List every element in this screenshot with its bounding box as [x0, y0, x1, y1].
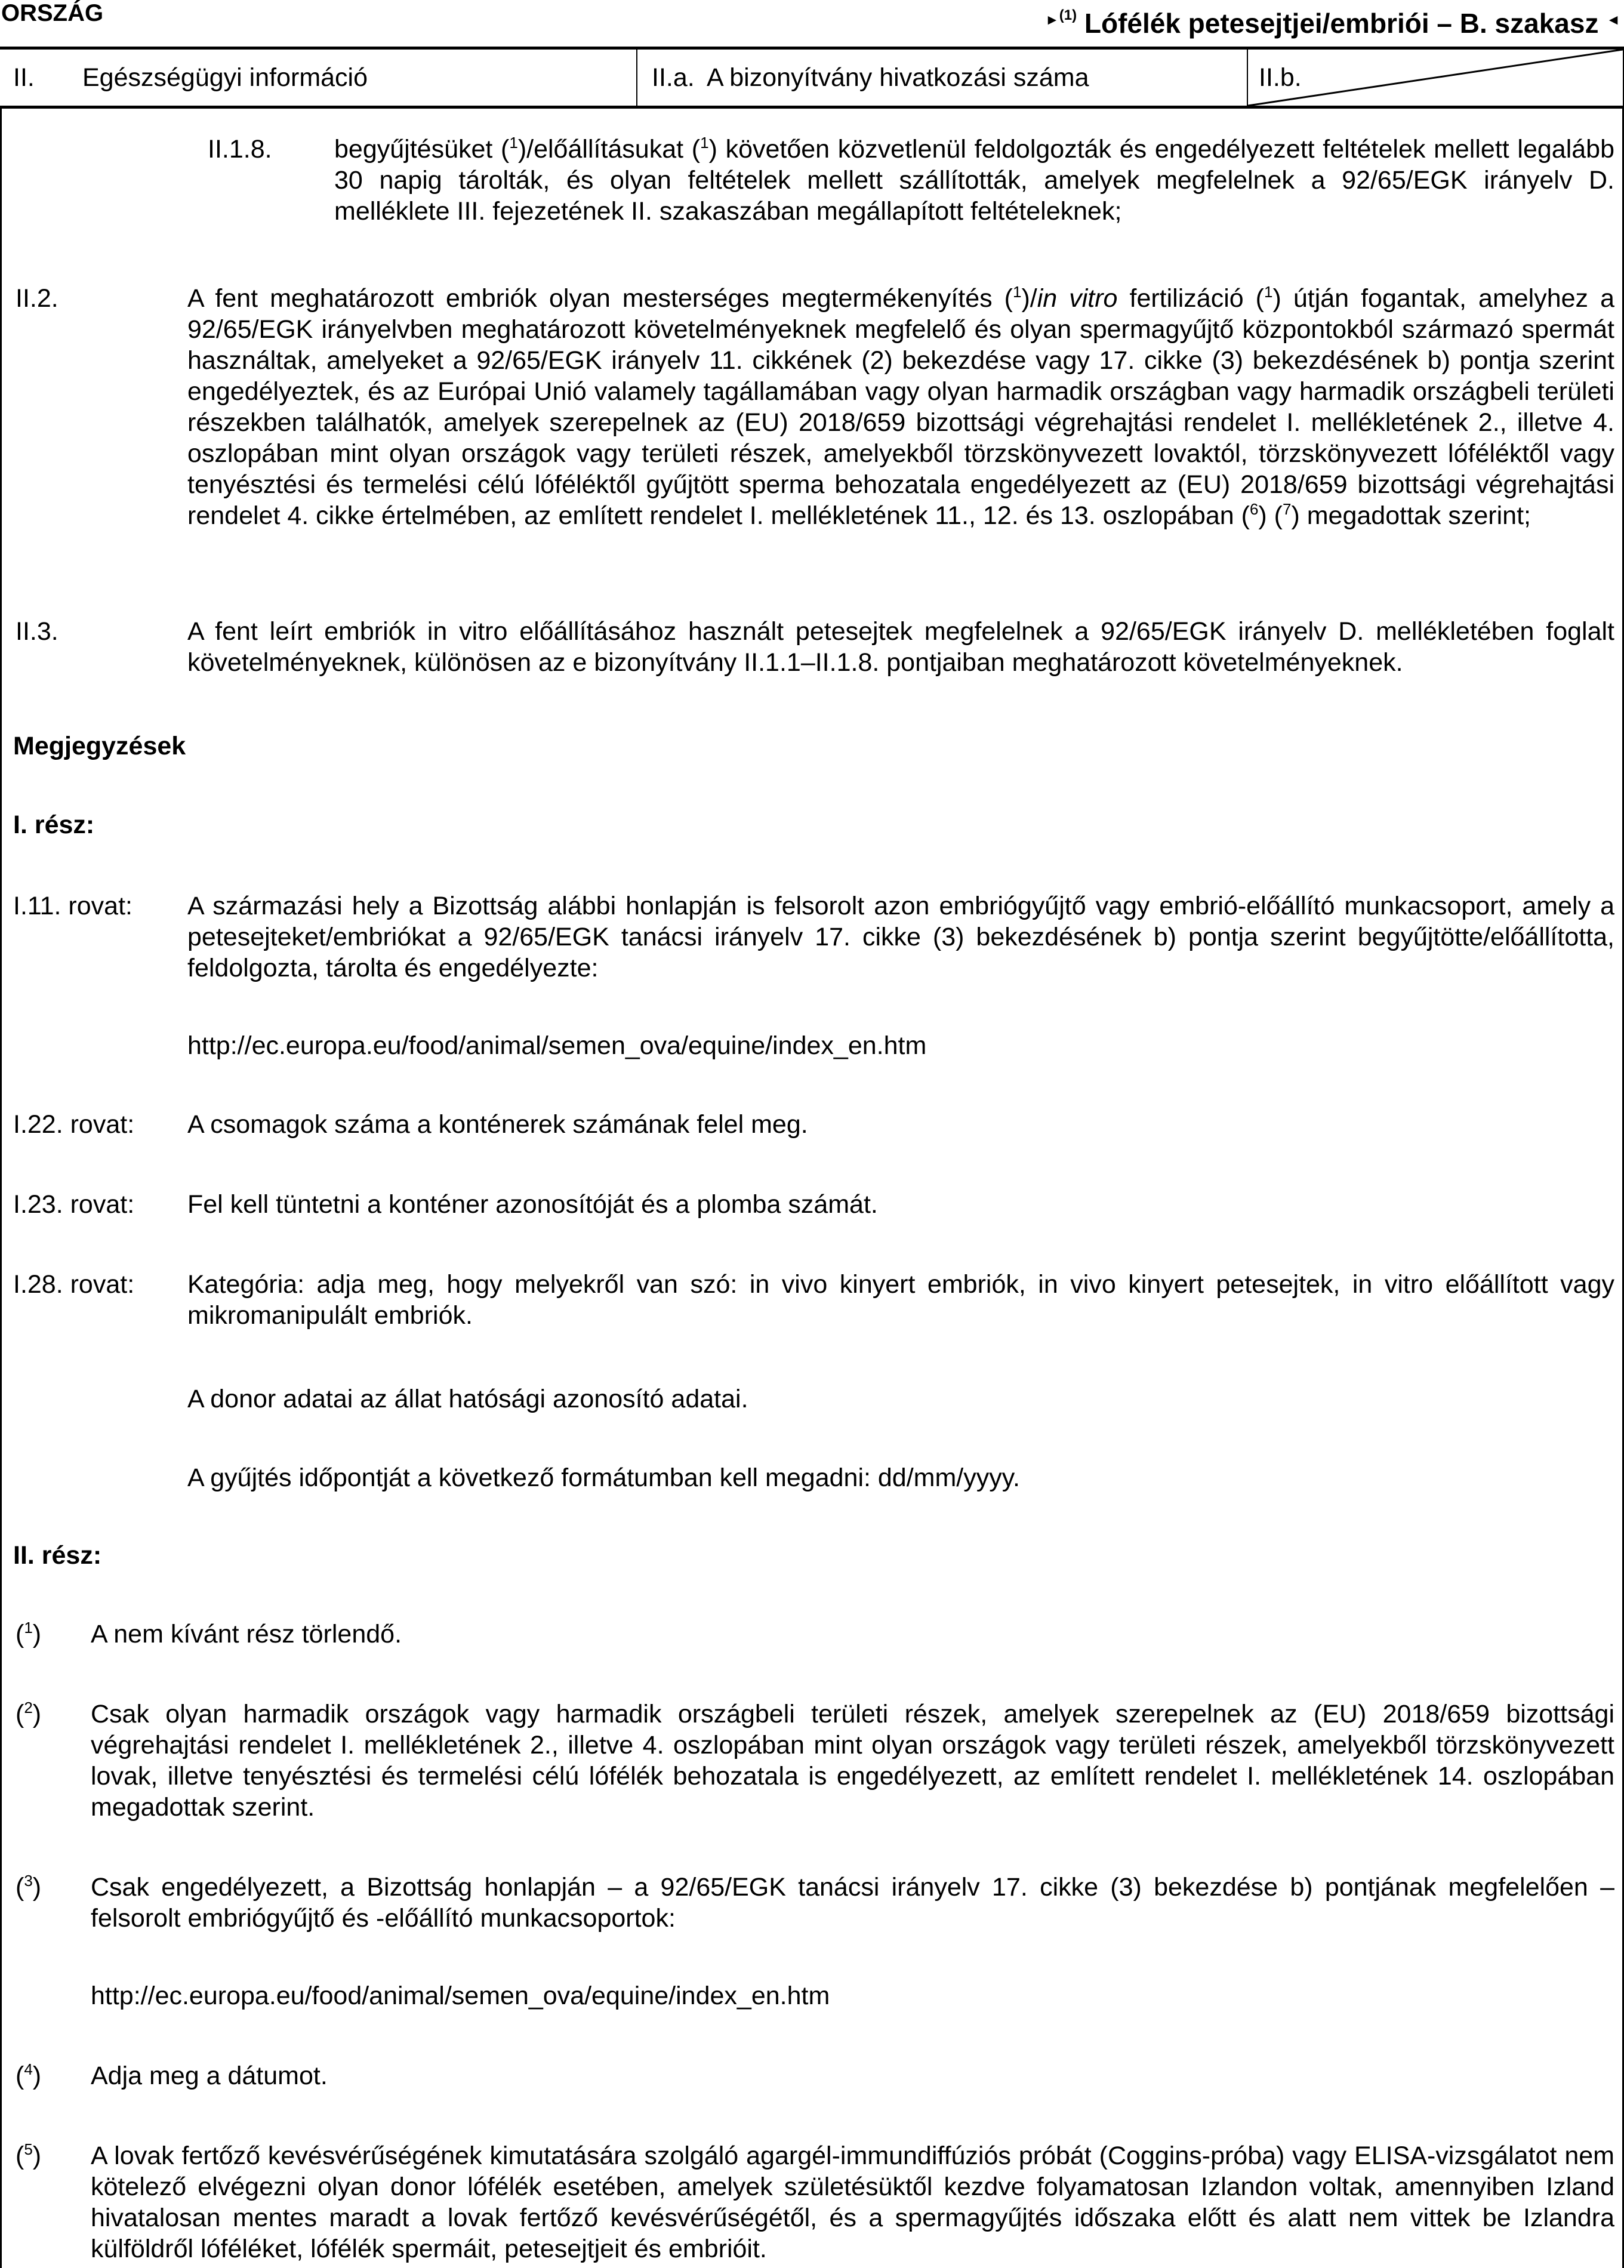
item-number: II.3.	[16, 617, 58, 646]
text-fragment: fertilizáció (	[1117, 284, 1265, 313]
box-note-text: A származási hely a Bizottság alábbi honlapján is felsorolt azon embriógyűjtő vagy embrió-előállító munkacsoport, amely a petesejteket/embriókat a 92/65/EGK tanácsi irányelv 17. cikke (3) bekezdésének b) pontja szerint begyűjtötte/előállította, feldolgozta, tárolta és engedélyezte:	[187, 892, 1614, 982]
section-title	[1045, 0, 1620, 39]
footnote-text: Adja meg a dátumot.	[91, 2061, 328, 2090]
notes-heading: Megjegyzések	[13, 732, 186, 760]
country-label: ORSZÁG	[1, 0, 104, 26]
box-note-text: Fel kell tüntetni a konténer azonosítóját és a plomba számát.	[187, 1190, 878, 1219]
footnote-marker	[16, 2060, 41, 2091]
box-label: I.23. rovat:	[13, 1190, 135, 1219]
footnote-number: 3	[24, 1872, 33, 1890]
text-fragment: ) útján fogantak, amelyhez a 92/65/EGK irányelvben meghatározott követelményeknek megfelelő és olyan spermagyűjtő központokból származó spermát használtak, amelyeket a 92/65/EGK irányelv 11. cikkének (2) bekezdése vagy 17. cikke (3) bekezdésének b) pontja szerint engedélyeztek, és az Európai Unió valamely tagállamában vagy olyan harmadik országban vagy harmadik országbeli területi részekben találhatók, amelyek szerepelnek az (EU) 2018/659 bizottsági végrehajtási rendelet I. mellékletének 2., illetve 4. oszlopában mint olyan országok vagy területi részek, amelyekből törzskönyvezett lovaktól, törzskönyvezett lóféléktől vagy tenyésztési és termelési célú lóféléktől gyűjtött sperma behozatala engedélyezett az (EU) 2018/659 bizottsági végrehajtási rendelet 4. cikke értelmében, az említett rendelet I. mellékletének 11., 12. és 13. oszlopában (	[187, 284, 1614, 530]
box-label: I.22. rovat:	[13, 1110, 135, 1139]
paren-close: )	[32, 2061, 42, 2090]
triangle-right-icon: ►	[1044, 12, 1059, 28]
paren-open: (	[16, 2141, 24, 2170]
triangle-left-icon: ◄	[1606, 12, 1620, 28]
paren-open: (	[16, 2061, 24, 2090]
footnote-ref: 1	[700, 134, 709, 152]
footnote-ref: 1	[1012, 283, 1022, 301]
item-number: II.2.	[16, 284, 58, 313]
text-fragment: ) megadottak szerint;	[1291, 501, 1531, 530]
section-title-text: Lófélék petesejtjei/embriói – B. szakasz	[1084, 8, 1599, 39]
reference-number-code: II.a.	[652, 63, 695, 92]
box-note-text: A csomagok száma a konténerek számának felel meg.	[187, 1110, 808, 1139]
item-ii-2-text	[187, 283, 1614, 531]
item-number: II.1.8.	[208, 135, 272, 164]
footnote-marker	[16, 1619, 41, 1650]
commission-link[interactable]: http://ec.europa.eu/food/animal/semen_ova/equine/index_en.htm	[91, 1982, 830, 2010]
certificate-header-table	[0, 47, 1624, 109]
footnote-text: A nem kívánt rész törlendő.	[91, 1620, 402, 1648]
text-fragment: ) (	[1258, 501, 1283, 530]
item-ii-3-text: A fent leírt embriók in vitro előállításához használt petesejtek megfelelnek a 92/65/EGK irányelv D. mellékletében foglalt követelményeknek, különösen az e bizonyítvány II.1.1–II.1.8. pontjaiban meghatározott követelményeknek.	[187, 617, 1614, 677]
reference-number-cell	[637, 50, 1248, 106]
section-number: II.	[13, 63, 35, 92]
section-footnote-ref: (1)	[1059, 7, 1077, 23]
footnote-marker	[16, 1872, 41, 1903]
paren-close: )	[32, 1700, 42, 1728]
part-two-heading: II. rész:	[13, 1541, 102, 1570]
footnote-ref: 6	[1249, 500, 1259, 518]
footnote-number: 2	[24, 1699, 33, 1717]
text-fragment: begyűjtésüket (	[334, 135, 510, 164]
italic-text: in vitro	[1037, 284, 1118, 313]
footnote-text: Csak olyan harmadik országok vagy harmadik országbeli területi részek, amelyek szerepelnek az (EU) 2018/659 bizottsági végrehajtási rendelet I. mellékletének 2., illetve 4. oszlopában mint olyan országok vagy területi részek, amelyekből törzskönyvezett lovak, illetve tenyésztési és termelési célú lófélék behozatala is engedélyezett, az említett rendelet I. mellékletének 14. oszlopában megadottak szerint.	[91, 1700, 1614, 1822]
commission-link[interactable]: http://ec.europa.eu/food/animal/semen_ova/equine/index_en.htm	[187, 1031, 927, 1060]
health-info-cell	[0, 50, 637, 106]
diagonal-strike-line	[1248, 50, 1623, 106]
paren-close: )	[32, 1620, 42, 1648]
box-label: I.11. rovat:	[13, 892, 132, 920]
box-note-text: Kategória: adja meg, hogy melyekről van szó: in vivo kinyert embriók, in vivo kinyert petesejtek, in vitro előállított vagy mikromanipulált embriók.	[187, 1270, 1614, 1330]
footnote-ref: 1	[509, 134, 518, 152]
footnote-text: A lovak fertőző kevésvérűségének kimutatására szolgáló agargél-immundiffúziós próbát (Coggins-próba) vagy ELISA-vizsgálatot nem kötelező elvégezni olyan donor lófélék esetében, amelyek születésüktől kezdve folyamatosan Izlandon voltak, amennyiben Izland hivatalosan mentes maradt a lovak fertőző kevésvérűségétől, és a spermagyűjtés időszaka előtt és alatt nem vittek be Izlandra külföldről lóféléket, lófélék spermáit, petesejtjeit és embrióit.	[91, 2141, 1614, 2263]
box-note-extra: A gyűjtés időpontját a következő formátumban kell megadni: dd/mm/yyyy.	[187, 1463, 1021, 1492]
paren-open: (	[16, 1873, 24, 1902]
box-note-extra: A donor adatai az állat hatósági azonosító adatai.	[187, 1385, 748, 1413]
iib-label: II.b.	[1259, 63, 1302, 92]
paren-open: (	[16, 1700, 24, 1728]
footnote-marker	[16, 2140, 41, 2171]
footnote-ref: 1	[1264, 283, 1273, 301]
text-fragment: )/előállításukat (	[517, 135, 701, 164]
footnote-text: Csak engedélyezett, a Bizottság honlapján – a 92/65/EGK tanácsi irányelv 17. cikke (3) bekezdése b) pontjának megfelelően – felsorolt embriógyűjtő és -előállító munkacsoportok:	[91, 1873, 1614, 1933]
box-label: I.28. rovat:	[13, 1270, 135, 1299]
section-label: Egészségügyi információ	[82, 63, 368, 92]
text-fragment: )/	[1021, 284, 1037, 313]
item-ii-1-8-text	[334, 134, 1614, 227]
paren-open: (	[16, 1620, 24, 1648]
paren-close: )	[32, 2141, 42, 2170]
footnote-marker	[16, 1699, 41, 1730]
footnote-number: 5	[24, 2140, 33, 2158]
footnote-number: 1	[24, 1619, 33, 1637]
footnote-number: 4	[24, 2060, 33, 2078]
page-header	[0, 0, 1624, 47]
text-fragment: ) követően közvetlenül feldolgozták és engedélyezett feltételek mellett legalább 30 napig tárolták, és olyan feltételek mellett szállították, amelyek megfelelnek a 92/65/EGK irányelv D. melléklete III. fejezetének II. szakaszában megállapított feltételeknek;	[334, 135, 1614, 226]
footnote-ref: 7	[1283, 500, 1292, 518]
paren-close: )	[32, 1873, 42, 1902]
text-fragment: A fent meghatározott embriók olyan mesterséges megtermékenyítés (	[187, 284, 1013, 313]
part-one-heading: I. rész:	[13, 811, 95, 839]
reference-number-label: A bizonyítvány hivatkozási száma	[707, 63, 1089, 92]
